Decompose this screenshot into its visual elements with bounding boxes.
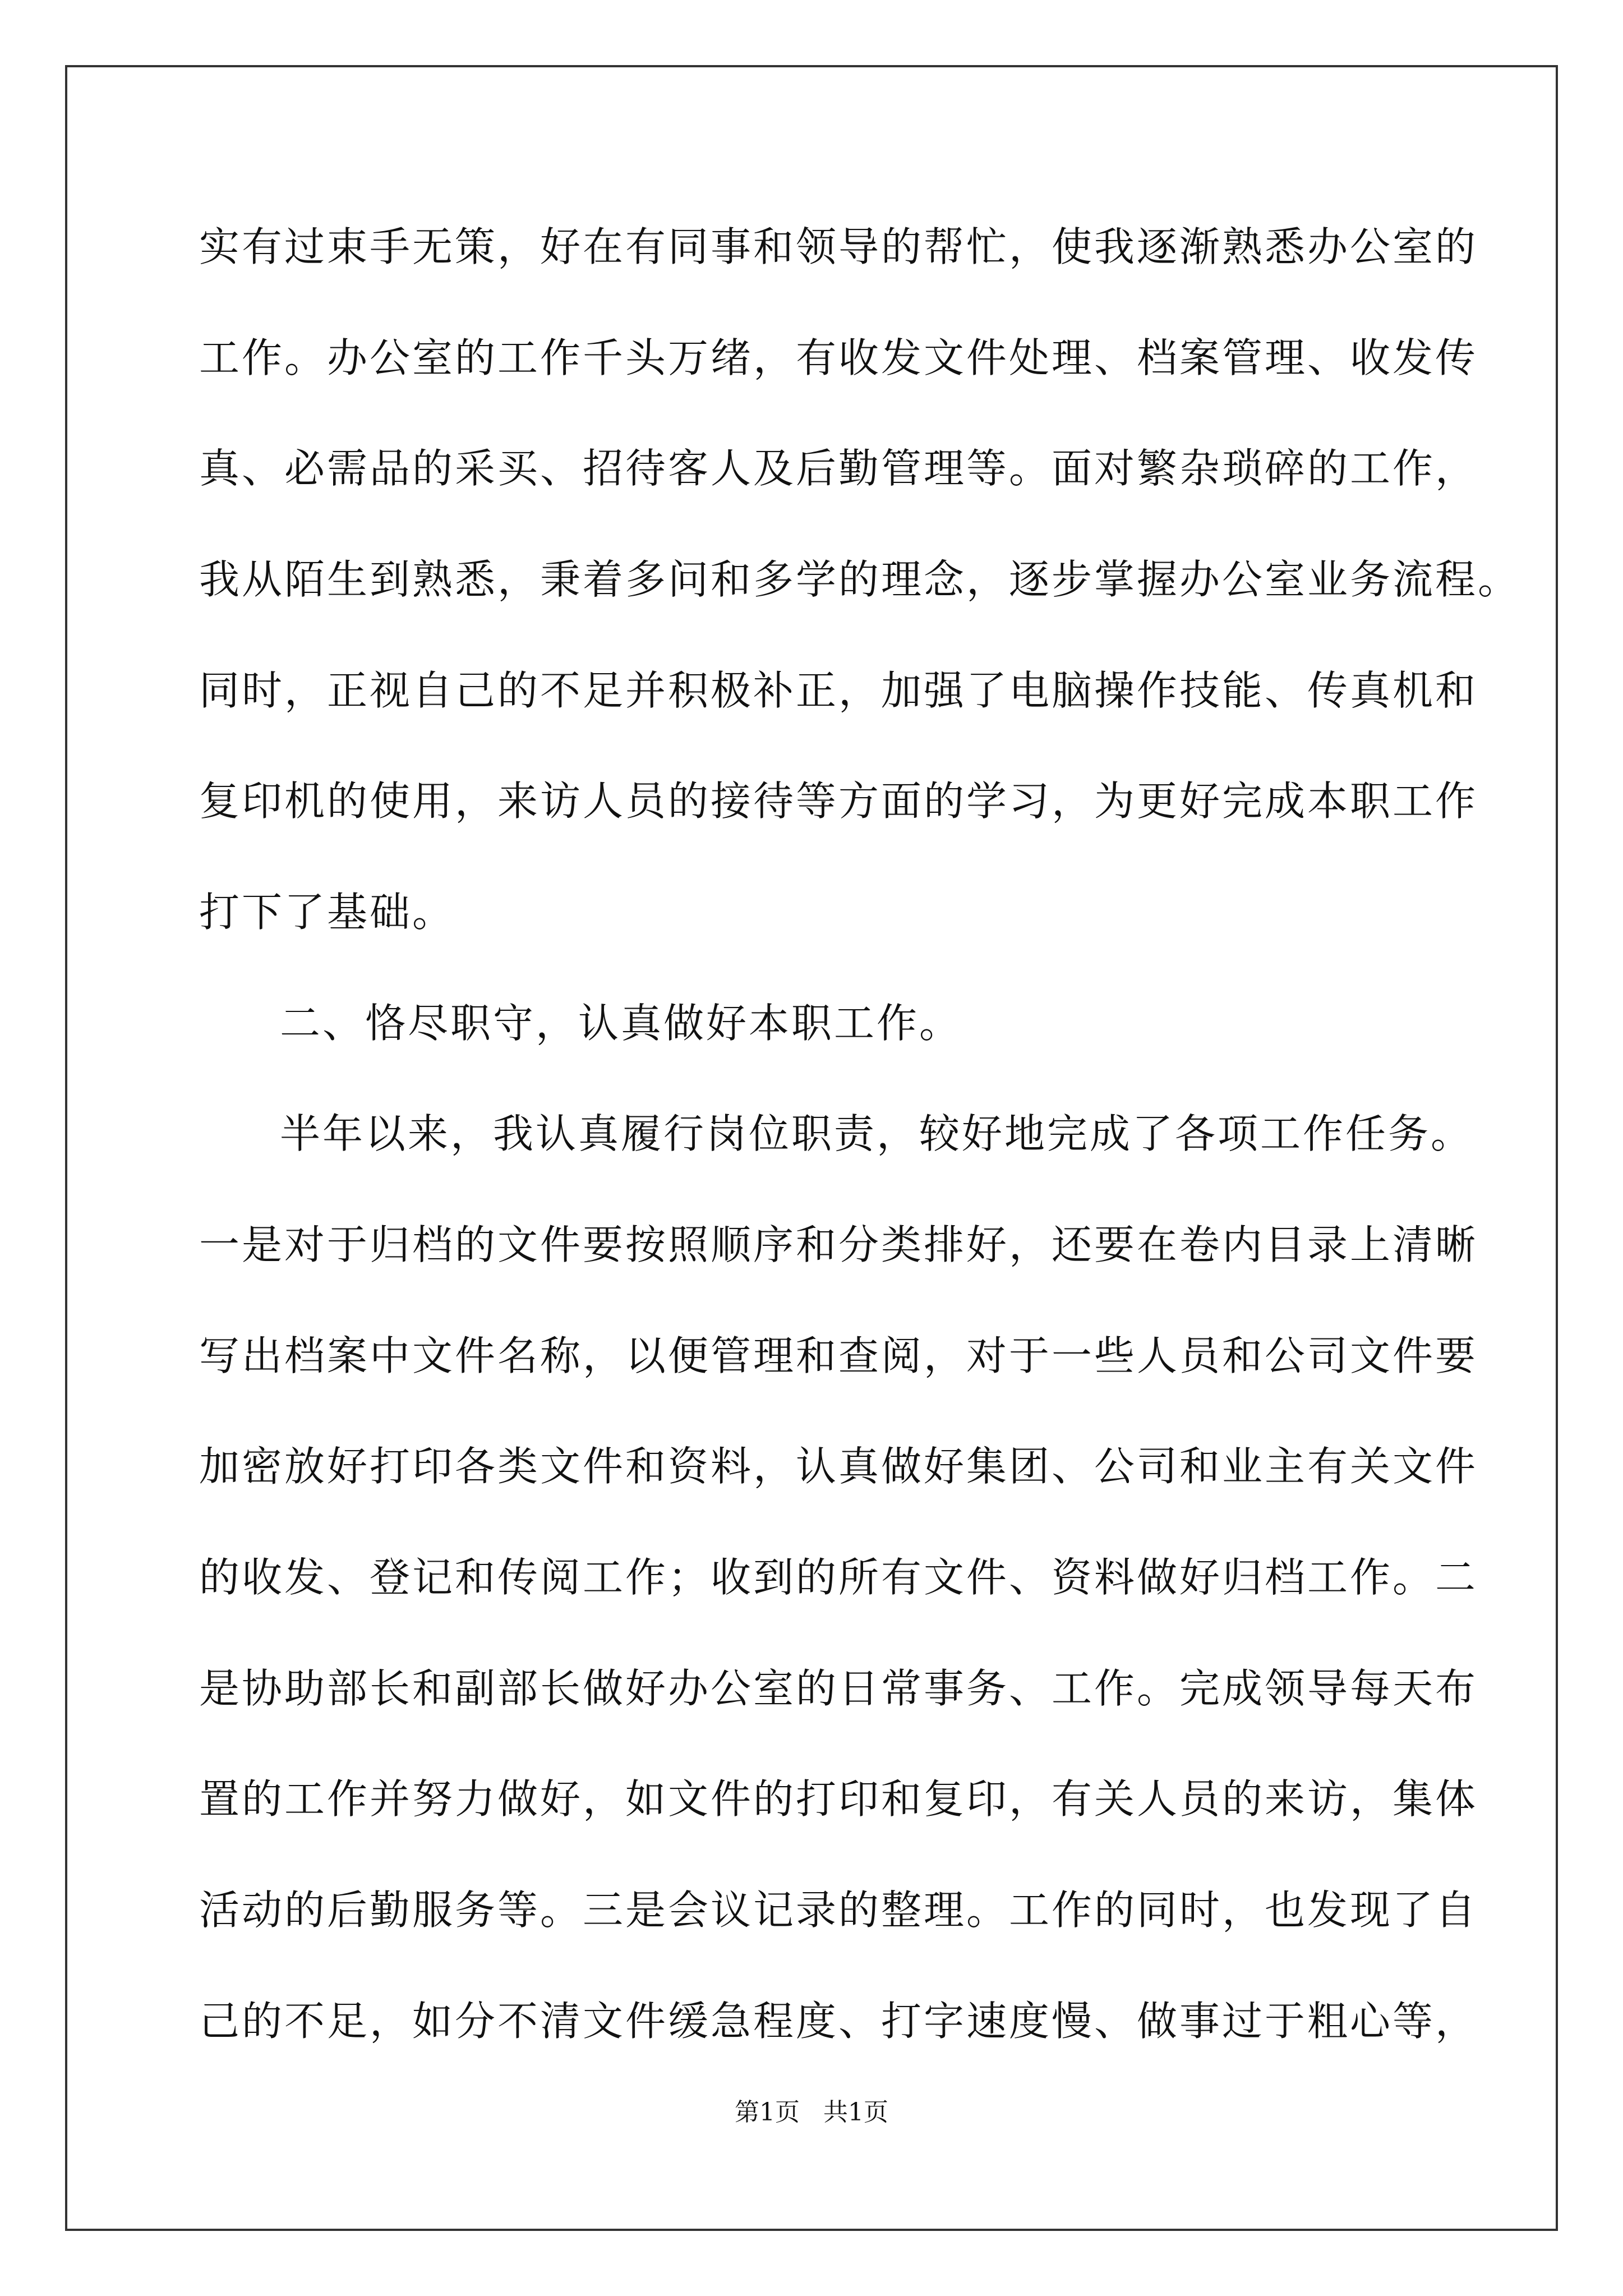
body-line: 一是对于归档的文件要按照顺序和分类排好，还要在卷内目录上清晰 <box>199 1221 1478 1268</box>
body-line: 活动的后勤服务等。三是会议记录的整理。工作的同时，也发现了自 <box>199 1887 1478 1934</box>
body-line: 写出档案中文件名称，以便管理和查阅，对于一些人员和公司文件要 <box>199 1332 1478 1379</box>
body-line: 工作。办公室的工作千头万绪，有收发文件处理、档案管理、收发传 <box>199 334 1478 381</box>
body-line: 打下了基础。 <box>199 889 455 936</box>
body-line: 己的不足，如分不清文件缓急程度、打字速度慢、做事过于粗心等， <box>199 1998 1478 2045</box>
body-line: 是协助部长和副部长做好办公室的日常事务、工作。完成领导每天布 <box>199 1665 1478 1712</box>
body-line: 真、必需品的采买、招待客人及后勤管理等。面对繁杂琐碎的工作， <box>199 445 1478 492</box>
body-line: 我从陌生到熟悉，秉着多问和多学的理念，逐步掌握办公室业务流程。 <box>199 556 1521 603</box>
body-line: 加密放好打印各类文件和资料，认真做好集团、公司和业主有关文件 <box>199 1443 1478 1490</box>
body-line: 实有过束手无策，好在有同事和领导的帮忙，使我逐渐熟悉办公室的 <box>199 223 1478 270</box>
body-line: 半年以来，我认真履行岗位职责，较好地完成了各项工作任务。 <box>280 1110 1474 1157</box>
body-line: 复印机的使用，来访人员的接待等方面的学习，为更好完成本职工作 <box>199 777 1478 825</box>
page-footer: 第1页 共1页 <box>735 2098 888 2127</box>
body-line: 置的工作并努力做好，如文件的打印和复印，有关人员的来访，集体 <box>199 1775 1478 1823</box>
body-line: 同时，正视自己的不足并积极补正，加强了电脑操作技能、传真机和 <box>199 667 1478 714</box>
section-heading: 二、恪尽职守，认真做好本职工作。 <box>280 1000 962 1047</box>
body-line: 的收发、登记和传阅工作；收到的所有文件、资料做好归档工作。二 <box>199 1554 1478 1601</box>
